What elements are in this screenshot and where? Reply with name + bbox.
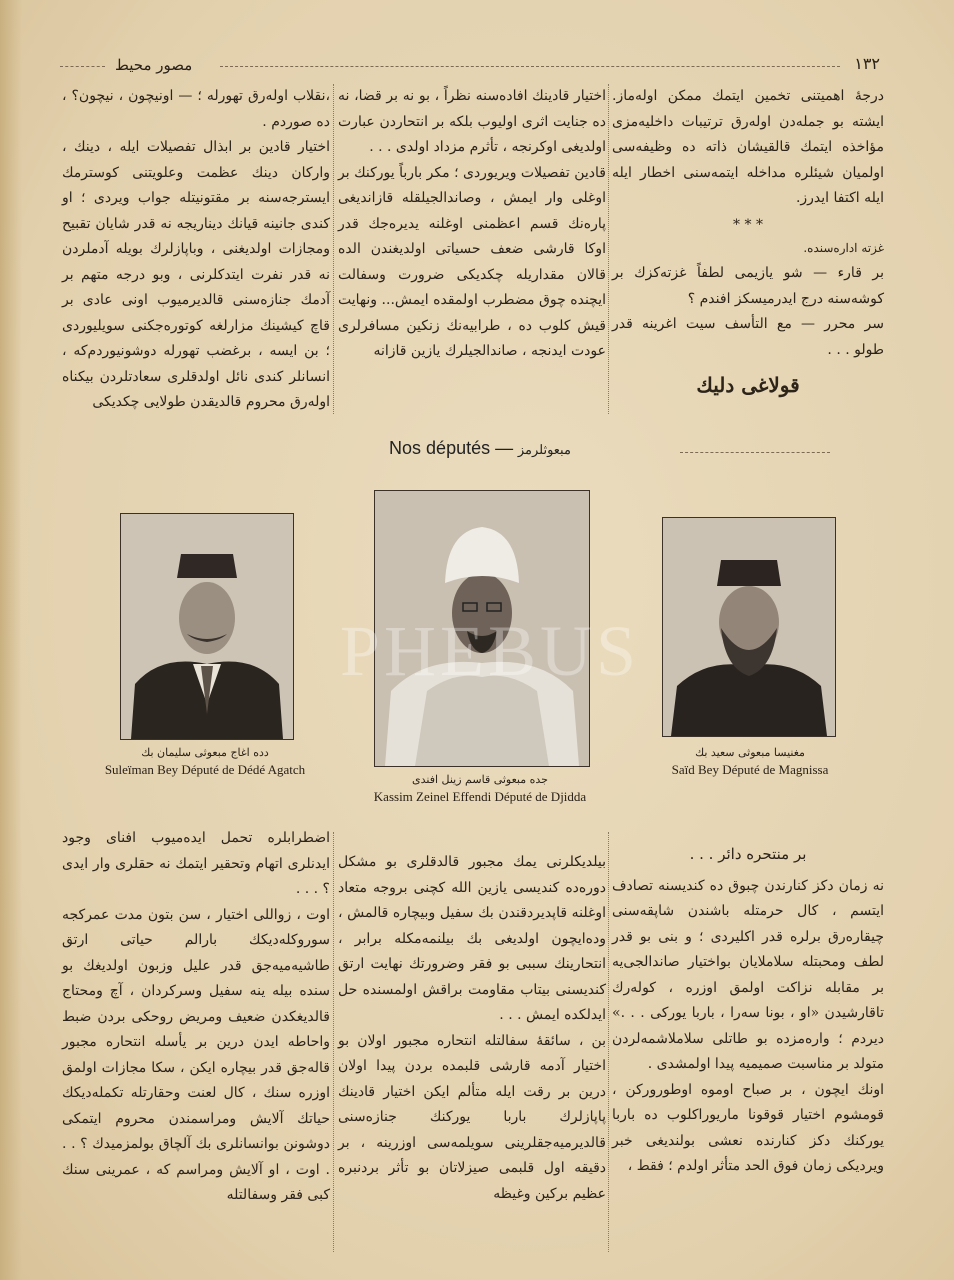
section-stars: * * *	[733, 216, 763, 233]
caption-ottoman: مغنيسا مبعوثى سعيد بك	[695, 746, 805, 759]
header-rule-left	[60, 66, 105, 67]
column-separator	[608, 84, 609, 414]
header-rule-right	[220, 66, 840, 67]
column-separator	[333, 832, 334, 1252]
portrait-photo	[374, 490, 590, 767]
photo-caption	[50, 745, 360, 779]
caption-ottoman: جده مبعوثى قاسم زينل افندى	[412, 773, 548, 786]
column-6	[62, 826, 330, 1209]
paragraph: ،نقلاب اوله‌رق تهورله ؛ — اونيچون ، نيچون؟ ، ده صوردم .	[62, 88, 330, 130]
caption-french: Suleïman Bey Député de Dédé Agatch	[104, 762, 306, 777]
paragraph: درجهٔ اهميتنى تخمين ايتمك ممكن اوله‌ماز. ايشته بو جمله‌دن اوله‌رق ترتيبات داخليه‌مزى مؤاخذه ايتمك قالقيشان ذاته ده وظيفه‌سى اولميان شيئلره مداخله ايتمه‌سنى اخطار ايله ايله اكتفا ايدرز.	[612, 88, 884, 206]
page-number: ١٣٢	[854, 54, 880, 73]
paragraph: اختيار قادين بر ابذال تفصيلات ايله ، دينك ، واركان دينك عظمت وعلويتنى كوسترمك ايسترجه‌سنه بر مقتونيتله جواب ويردى ؛ او كندى جانينه قيانك ديناريجه نه قدر شايان تقبيح ومجازات اولديغنى ، وباپازلرك بويله آدملردن نه قدر نفرت ايتدكلرنى ، وبو درجه متهم بر آدمك جنازه‌سنى قالديرميوب اونى عادى بر قاچ كيشينك مزارلغه كوتوره‌جكنى سويليوردى ؛ بن ايسه ، برغضب تهورله دوشونيوردم‌كه ، انسانلر كندى نائل اولدقلرى سعادتلردن بيكناه اوله‌رق محروم قالديقدن طولايى چكديكى	[62, 139, 330, 410]
page-edge-shadow	[0, 0, 22, 1280]
portrait-photo	[662, 517, 836, 737]
paragraph: اختيار قادينك افاده‌سنه نظراً ، بو نه بر قضا، نه ده جنايت اثرى اوليوب بلكه بر انتحاردن عبارت اولديغى اوكرنجه ، تأثرم مزداد اولدى . . .	[338, 88, 606, 155]
paragraph: سر محرر — مع التأسف سيت اغرينه قدر طولو . . .	[612, 316, 884, 358]
paragraph: بن ، سائقهٔ سفالتله انتحاره مجبور اولان بو اختيار آدمه قارشى قلبمده بردن پيدا اولان درين بر رقت ايله متألم ايكن اختيار قادينك پاپازلرك باربا يوركنك جنازه‌سنى قالديرميه‌جقلرينى سويلمه‌سى اوزرينه ، بر دقيقه اول قلبمى صيزلاتان بو تأثر بردنبره عظيم بركين وغيظه	[338, 1032, 606, 1202]
paragraph: بيلديكلرنى يمك مجبور قالدقلرى بو مشكل دوره‌ده كنديسى يازين الله كچنى بروجه متعاد اوغلنه قاپديردقندن بك سفيل وبيچاره قالمش ، وده‌ايچون اولديغى بك بيلنمه‌مكله برابر ، انتحارينك سببى بو فقر وضرورتك نهايت ارتق كنديسنى بيتاب مقاومت براقش اولمسنده حل ايدلكده ايمش . . .	[338, 854, 606, 1023]
page-header	[60, 54, 890, 78]
paragraph: اضطرابلره تحمل ايده‌ميوب افناى وجود ايدنلرى اتهام وتحقير ايتمك نه حقلرى وار ايدى ؟ . . .	[62, 830, 330, 897]
column-1	[612, 84, 884, 399]
paragraph: نه زمان دكز كنارندن چبوق ده كنديسنه تصادف ايتسم ، كال حرمتله باشندن شاپقه‌سنى چيقاره‌رق برلره قدر اكليردى ؛ و بنى بو قدر لطف ومحبتله سلاملايان بواختيار صاندالجى‌يه بر مقابله نزاكت اولمق اوزره ، كوله‌رك تاقارشيدن «او ، بونا سه‌را ، باربا يوركى . . .» ديردم ؛ واره‌مزده بو طاتلى سلاملاشمه‌لردن متولد بر مناسبت صميميه پيدا اولمشدى .	[612, 877, 884, 1072]
column-4	[612, 842, 884, 1180]
caption-french: Kassim Zeinel Effendi Député de Djidda	[373, 789, 587, 804]
section-title-french: Nos députés —	[389, 438, 514, 458]
paragraph: اونك ايچون ، بر صباح اوموه اوطوروركن ، قومشوم اختيار قوقونا ماريوراكلوب ده باربا يوركنك دكز كنارنده نعشى بولنديغى خبر ويرديكى زمان فوق الحد متأثر اولدم ؛ فقط ،	[612, 1081, 884, 1174]
caption-french: Saïd Bey Député de Magnissa	[671, 762, 829, 777]
watermark: PHEBUS	[339, 611, 641, 691]
signature-rule	[680, 452, 830, 453]
author-signature: قولاغى دليك	[696, 373, 800, 397]
paragraph: غزته اداره‌سنده.	[803, 240, 884, 255]
section-title-ottoman: مبعوثلرمز	[517, 443, 571, 458]
paragraph: اوت ، زواللى اختيار ، سن بتون مدت عمركجه سوروكله‌ديكك بارالم حياتى ارتق طاشيه‌ميه‌جق قدر عليل وزبون اولديغك بو سنده بيله ينه سفيل وسركردان ، آچ ومحتاج قالديغكدن ضعيف ومريض روحكى بردن ضبط واحاطه ايدن درين بر يأسله انتحاره مجبور قاله‌جق قدر بيچاره ايكن ، سكا مجازات اولمق اوزره سنك ، كال لعنت وحقارتله تكمله‌ديكك حياتك آلايش ومراسمندن محروم ايتمكى دوشونن بوانسانلرى بك آلچاق بولمزميدك ؟ . . . اوت ، او آلايش ومراسم كه ، عمرينى سنك كبى فقر وسفالتله	[62, 906, 330, 1203]
column-5	[338, 850, 606, 1207]
portrait-image	[375, 491, 589, 766]
column-separator	[333, 84, 334, 414]
photo-caption	[600, 745, 900, 779]
portrait-photo	[120, 513, 294, 740]
article-heading: بر منتحره دائر . . .	[689, 845, 807, 863]
portrait-image	[121, 514, 293, 739]
photo-caption	[320, 772, 640, 806]
portrait-image	[663, 518, 835, 736]
column-2	[338, 84, 606, 365]
paragraph: بر قارء — شو يازيمى لطفاً غزته‌كزك بر كوشه‌سنه درج ايدرميسكز افندم ؟	[612, 265, 884, 307]
section-title	[330, 438, 630, 459]
column-3	[62, 84, 330, 416]
paragraph: قادين تفصيلات ويريوردى ؛ مكر بارباً يوركنك بر اوغلى وار ايمش ، وصاندالجيلقله قازانديغى پاره‌نك قسم اعظمنى اوغلنه يديره‌جك قدر اوكا قارشى ضعف حسياتى اولديغندن الده قالان مقداريله چكديكى ضرورت وسفالت ايچنده چوق مضطرب اولمقده ايمش... ونهايت قيش كلوب ده ، طرابيه‌نك زنكين مسافرلرى عودت ايدنجه ، صاندالجيلرك يازين قازانه	[338, 164, 606, 359]
column-separator	[608, 832, 609, 1252]
journal-title: مصور محيط	[115, 56, 193, 74]
caption-ottoman: دده اغاج مبعوثى سليمان بك	[141, 746, 269, 759]
